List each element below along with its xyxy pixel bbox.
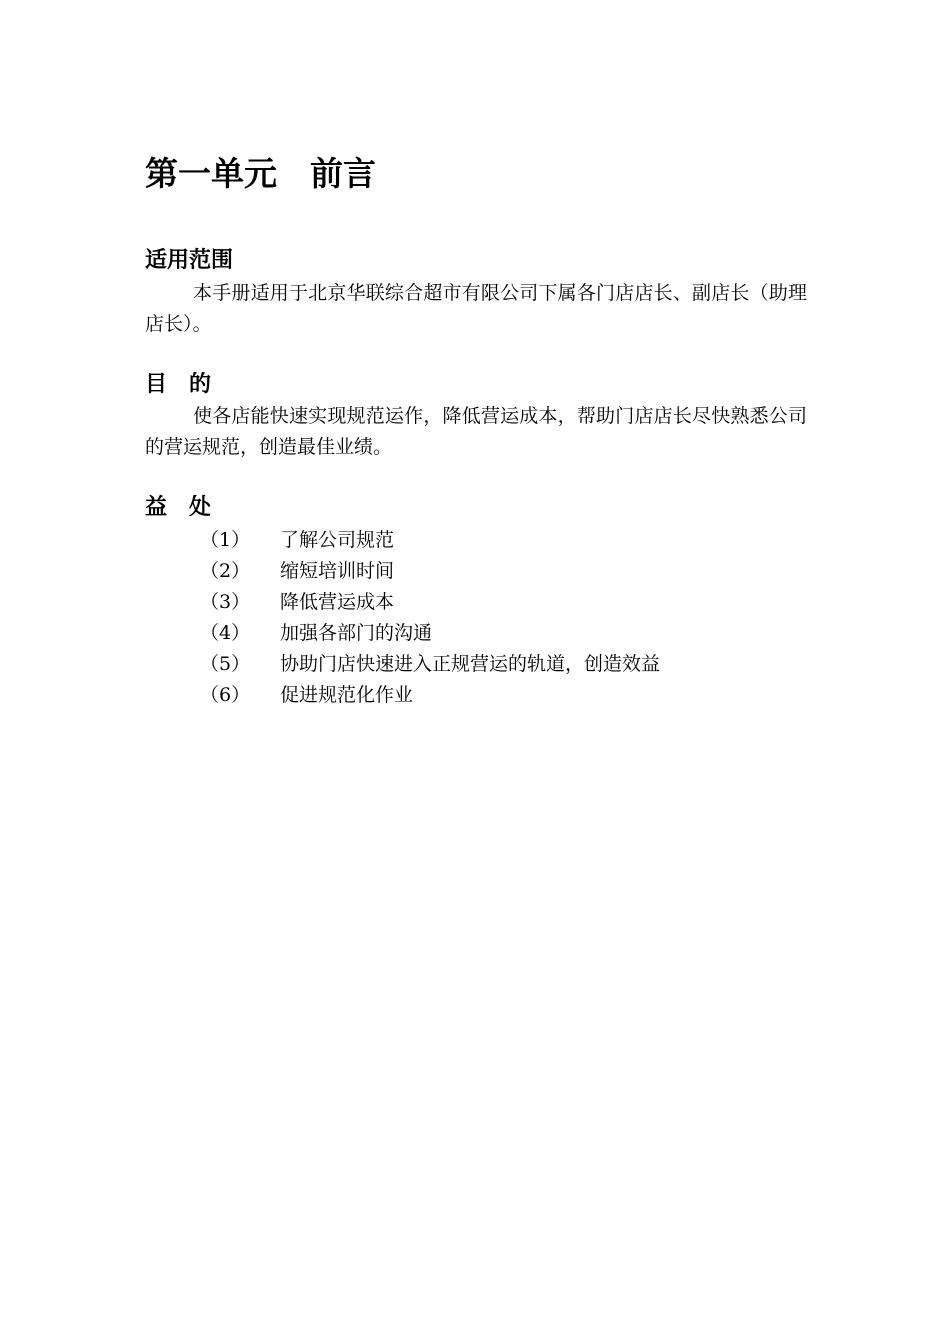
chapter-title: 第一单元 前言 xyxy=(145,154,376,193)
list-item-text: 协助门店快速进入正规营运的轨道，创造效益 xyxy=(280,653,661,675)
list-item xyxy=(145,525,660,556)
benefit-list xyxy=(145,525,660,711)
list-item-number: （1） xyxy=(200,529,251,551)
section-body-scope: 本手册适用于北京华联综合超市有限公司下属各门店店长、副店长（助理店长）。 xyxy=(145,282,807,335)
list-item-text: 了解公司规范 xyxy=(280,529,395,551)
list-item-text: 降低营运成本 xyxy=(280,591,395,613)
list-item-text: 缩短培训时间 xyxy=(280,560,395,582)
list-item-number: （5） xyxy=(200,653,251,675)
list-item xyxy=(145,680,660,711)
list-item-number: （6） xyxy=(200,684,251,706)
list-item xyxy=(145,618,660,649)
section-heading-scope: 适用范围 xyxy=(145,248,234,273)
list-item-text: 促进规范化作业 xyxy=(280,684,414,706)
list-item-text: 加强各部门的沟通 xyxy=(280,622,433,644)
list-item-number: （4） xyxy=(200,622,251,644)
list-item-number: （3） xyxy=(200,591,251,613)
list-item xyxy=(145,587,660,618)
list-item xyxy=(145,649,660,680)
section-body-purpose: 使各店能快速实现规范运作，降低营运成本，帮助门店店长尽快熟悉公司的营运规范，创造最佳业绩。 xyxy=(145,405,807,458)
section-heading-benefits: 益 处 xyxy=(145,495,212,520)
section-heading-purpose: 目 的 xyxy=(145,372,212,397)
list-item-number: （2） xyxy=(200,560,251,582)
list-item xyxy=(145,556,660,587)
